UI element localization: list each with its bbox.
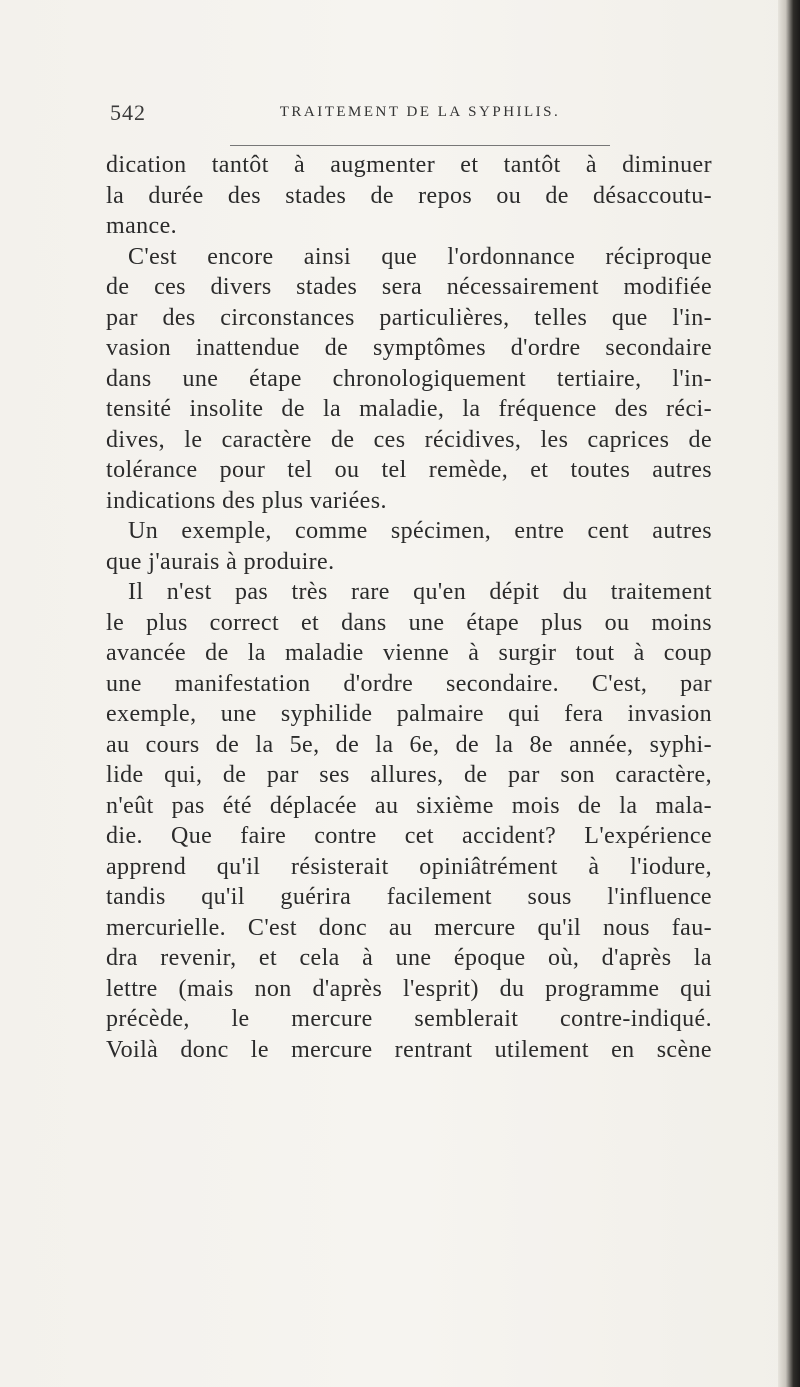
text-line: exemple, une syphilide palmaire qui fera invasion: [106, 701, 712, 727]
text-line: mance.: [106, 213, 178, 239]
text-line: une manifestation d'ordre secondaire. C'est, par: [106, 670, 712, 697]
text-line: que j'aurais à produire.: [106, 548, 335, 575]
page-header: [110, 100, 730, 140]
text-line: dans une étape chronologiquement tertiaire, l'in-: [106, 365, 712, 392]
text-line: lettre (mais non d'après l'esprit) du programme qui: [106, 975, 712, 1002]
text-line: précède, le mercure semblerait contre-indiqué.: [106, 1006, 712, 1032]
text-line: apprend qu'il résisterait opiniâtrément à l'iodure,: [106, 853, 712, 880]
running-head: TRAITEMENT DE LA SYPHILIS.: [279, 104, 561, 120]
text-line: lide qui, de par ses allures, de par son caractère,: [106, 762, 712, 788]
text-line: au cours de la 5e, de la 6e, de la 8e année, syphi-: [106, 731, 712, 758]
text-line: dives, le caractère de ces récidives, les caprices de: [106, 426, 712, 453]
page-edge: [778, 0, 800, 1387]
text-line: vasion inattendue de symptômes d'ordre secondaire: [106, 335, 712, 361]
text-line: avancée de la maladie vienne à surgir tout à coup: [106, 640, 712, 666]
text-line: dication tantôt à augmenter et tantôt à diminuer: [106, 152, 712, 178]
text-line: tensité insolite de la maladie, la fréquence des réci-: [106, 396, 712, 422]
text-line: die. Que faire contre cet accident? L'expérience: [106, 823, 712, 849]
text-line: dra revenir, et cela à une époque où, d'après la: [106, 945, 712, 971]
text-line: tolérance pour tel ou tel remède, et toutes autres: [106, 457, 712, 483]
text-line: mercurielle. C'est donc au mercure qu'il nous fau-: [106, 914, 712, 941]
text-line: tandis qu'il guérira facilement sous l'influence: [106, 884, 712, 910]
page-number: 542: [110, 100, 146, 125]
text-line: indications des plus variées.: [106, 487, 387, 514]
header-rule: [230, 145, 610, 146]
text-line: C'est encore ainsi que l'ordonnance réciproque: [128, 243, 712, 270]
text-line: de ces divers stades sera nécessairement modifiée: [106, 274, 712, 300]
text-line: Voilà donc le mercure rentrant utilement en scène: [106, 1036, 712, 1063]
text-line: la durée des stades de repos ou de désaccoutu-: [106, 182, 712, 209]
body-text: [106, 150, 712, 1065]
text-line: Un exemple, comme spécimen, entre cent autres: [128, 518, 712, 544]
text-line: par des circonstances particulières, telles que l'in-: [106, 304, 712, 331]
text-line: Il n'est pas très rare qu'en dépit du traitement: [128, 579, 712, 605]
text-line: le plus correct et dans une étape plus ou moins: [106, 609, 712, 636]
text-line: n'eût pas été déplacée au sixième mois de la mala-: [106, 792, 712, 819]
